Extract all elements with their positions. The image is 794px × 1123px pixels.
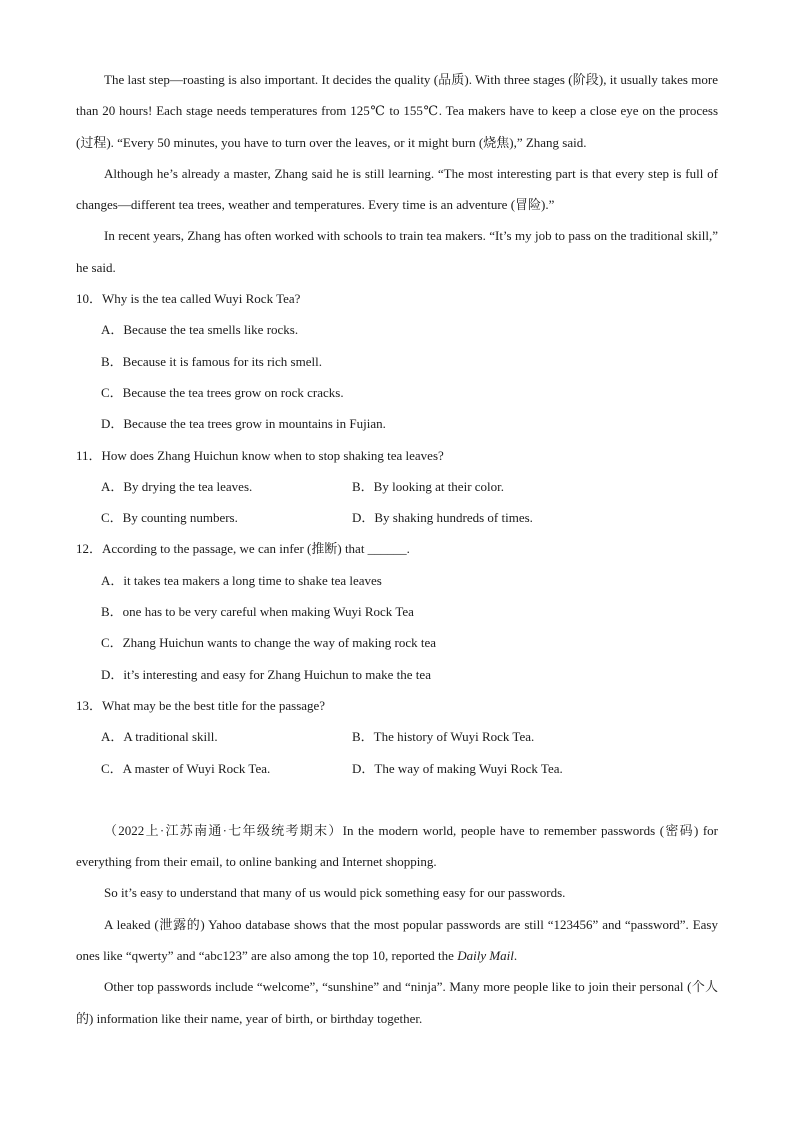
question-12-option-c[interactable]: C．Zhang Huichun wants to change the way of making rock tea (101, 635, 437, 651)
passage1-paragraph-3: In recent years, Zhang has often worked with schools to train tea makers. “It’s my job to pass on the traditional skill,” he said. (76, 228, 718, 275)
question-10-option-b[interactable]: B．Because it is famous for its rich smell. (101, 353, 322, 369)
newspaper-name: Daily Mail (457, 948, 514, 964)
passage2-paragraph-4: Other top passwords include “welcome”, “sunshine” and “ninja”. Many more people like to join their personal (个人的) information like their name, year of birth, or birthday together. (76, 979, 718, 1026)
question-13-option-c[interactable]: C．A master of Wuyi Rock Tea. (101, 760, 271, 776)
question-12-stem: 12．According to the passage, we can infer (推断) that ______. (76, 541, 410, 557)
question-10-stem: 10．Why is the tea called Wuyi Rock Tea? (76, 291, 301, 307)
passage2-paragraph-3-end: . (513, 948, 518, 964)
question-12-option-a[interactable]: A．it takes tea makers a long time to shake tea leaves (101, 572, 382, 588)
passage1-paragraph-1: The last step—roasting is also important. It decides the quality (品质). With three stages (阶段), it usually takes more than 20 hours! Each stage needs temperatures from 125℃ to 155℃. Tea makers have to keep a close eye on the process (过程). “Every 50 minutes, you have to turn over the leaves, or it might burn (烧焦),” Zhang said. (76, 72, 718, 150)
question-10-option-c[interactable]: C．Because the tea trees grow on rock cracks. (101, 384, 344, 400)
question-12-option-b[interactable]: B．one has to be very careful when making Wuyi Rock Tea (101, 604, 414, 620)
question-12-option-d[interactable]: D．it’s interesting and easy for Zhang Huichun to make the tea (101, 666, 431, 682)
question-10-option-d[interactable]: D．Because the tea trees grow in mountains in Fujian. (101, 416, 386, 432)
passage2-paragraph-1 (76, 815, 718, 878)
question-11-option-c[interactable]: C．By counting numbers. (101, 510, 238, 526)
question-11-option-a[interactable]: A．By drying the tea leaves. (101, 478, 253, 494)
question-11-option-b[interactable]: B．By looking at their color. (352, 478, 505, 494)
question-13-option-b[interactable]: B．The history of Wuyi Rock Tea. (352, 729, 535, 745)
question-10-option-a[interactable]: A．Because the tea smells like rocks. (101, 322, 299, 338)
passage2-source: （2022上·江苏南通·七年级统考期末） (104, 822, 343, 838)
passage2-paragraph-3-text: A leaked (泄露的) Yahoo database shows that the most popular passwords are still “123456” and “password”. Easy ones like “qwerty” and “abc123” are also among the top 10, reported the (76, 916, 718, 964)
question-13-options-row-2 (76, 753, 718, 784)
passage2-paragraph-2: So it’s easy to understand that many of us would pick something easy for our passwords. (104, 885, 566, 901)
question-11-options-row-1 (76, 471, 718, 502)
question-11-options-row-2 (76, 502, 718, 533)
section-gap (76, 784, 718, 815)
document-page (76, 64, 718, 1034)
passage2-paragraph-1-text: In the modern world, people have to remember passwords (密码) for everything from their email, to online banking and Internet shopping. (76, 822, 718, 870)
question-11-stem: 11．How does Zhang Huichun know when to stop shaking tea leaves? (76, 447, 444, 463)
question-13-stem: 13．What may be the best title for the passage? (76, 697, 326, 713)
passage2-paragraph-3 (76, 909, 718, 972)
question-11-option-d[interactable]: D．By shaking hundreds of times. (352, 510, 533, 526)
question-13-option-a[interactable]: A．A traditional skill. (101, 729, 218, 745)
passage1-paragraph-2: Although he’s already a master, Zhang said he is still learning. “The most interesting part is that every step is full of changes—different tea trees, weather and temperatures. Every time is an adventure (冒险).” (76, 165, 718, 213)
question-13-options-row-1 (76, 721, 718, 752)
question-13-option-d[interactable]: D．The way of making Wuyi Rock Tea. (352, 760, 563, 776)
